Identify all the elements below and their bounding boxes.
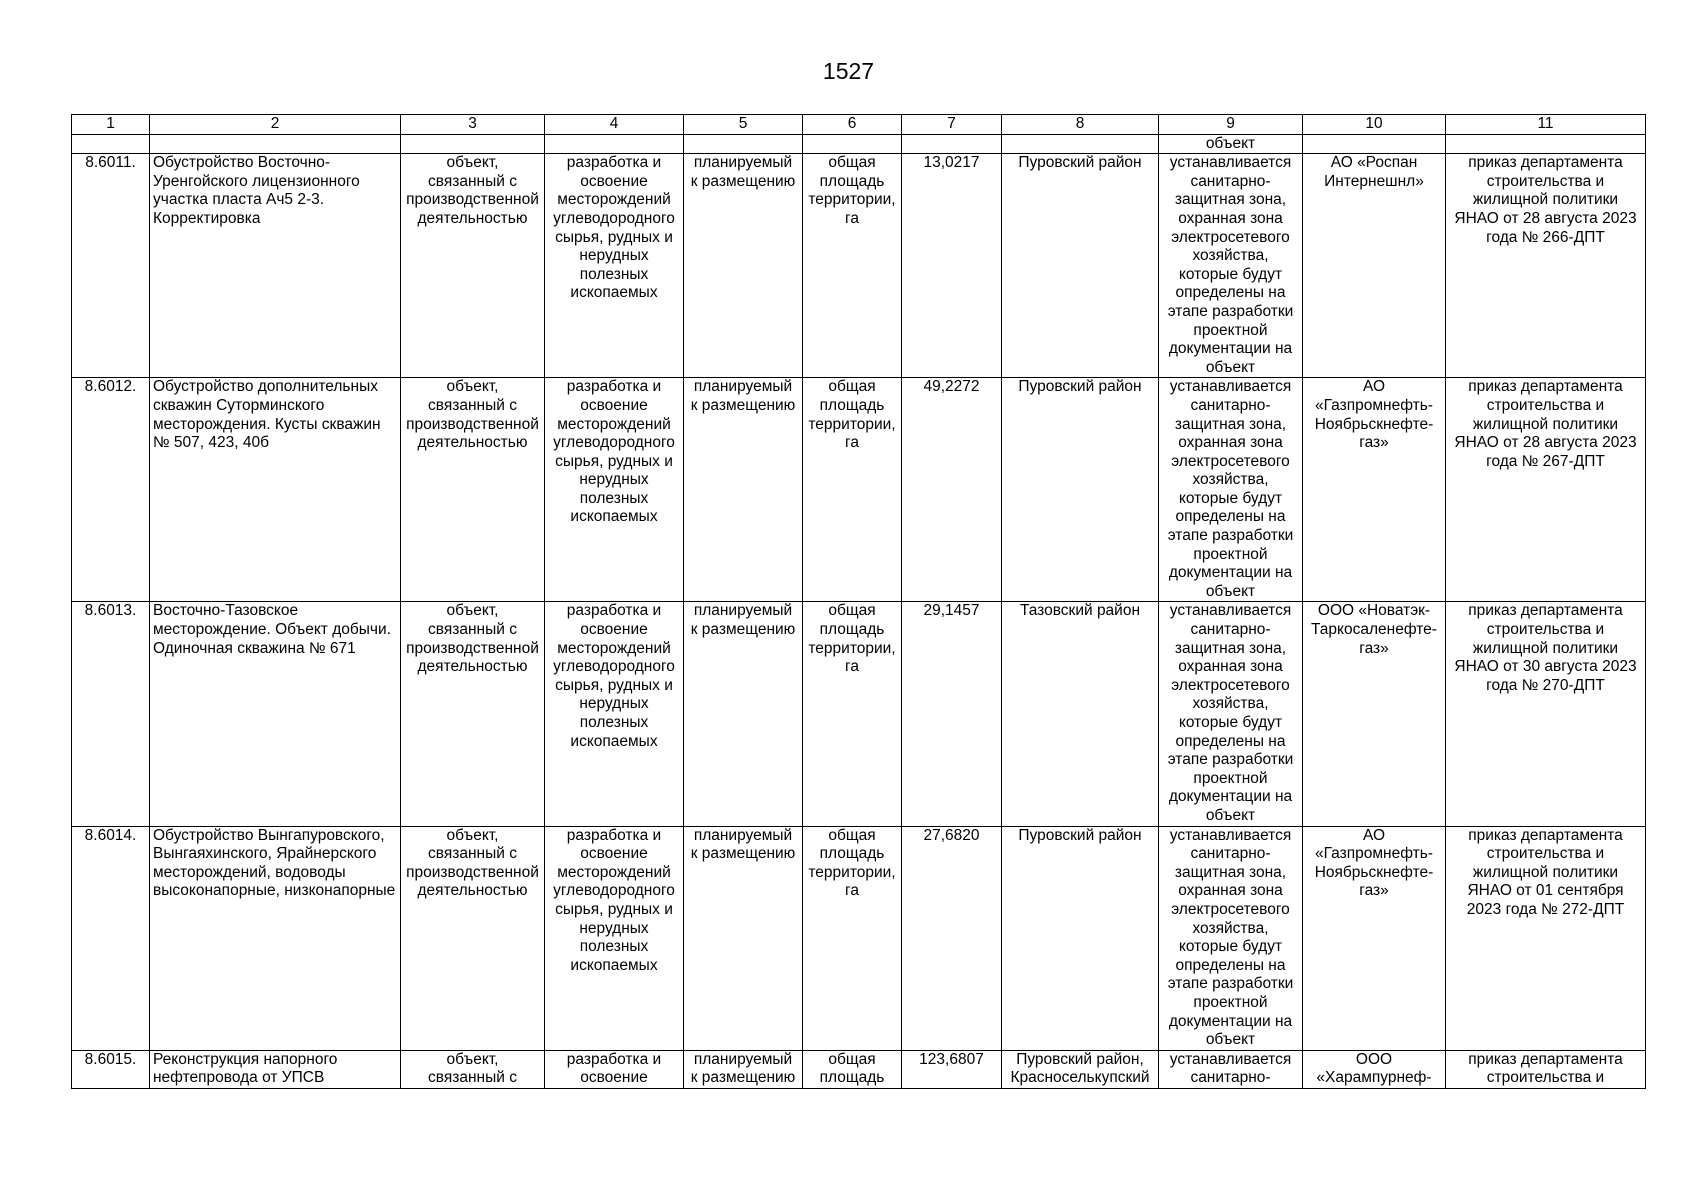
object-owner: ООО «Новатэк- Таркосаленефте- газ» <box>1303 602 1446 826</box>
row-number: 8.6013. <box>72 602 150 826</box>
table-cell <box>803 134 902 154</box>
table-cell <box>902 134 1002 154</box>
object-purpose: разработка и освоение месторождений углеводородного сырья, рудных и нерудных полезных ископаемых <box>545 378 684 602</box>
object-status: планируемый к размещению <box>684 154 803 378</box>
object-characteristic: общая площадь территории, га <box>803 602 902 826</box>
row-number: 8.6014. <box>72 826 150 1050</box>
object-location: Пуровский район <box>1002 154 1159 378</box>
object-type: объект, связанный с производственной деятельностью <box>401 826 545 1050</box>
table-cell <box>401 134 545 154</box>
object-owner: АО «Роспан Интернешнл» <box>1303 154 1446 378</box>
table-cell <box>1446 134 1646 154</box>
continuation-row <box>72 134 1646 154</box>
table-body <box>72 115 1646 1089</box>
page-number: 1527 <box>822 58 875 84</box>
column-number: 5 <box>684 115 803 135</box>
object-document: приказ департамента строительства и жилищной политики ЯНАО от 30 августа 2023 года № 270-ДПТ <box>1446 602 1646 826</box>
object-type: объект, связанный с <box>401 1050 545 1088</box>
object-location: Пуровский район <box>1002 826 1159 1050</box>
object-characteristic: общая площадь территории, га <box>803 378 902 602</box>
object-location: Пуровский район <box>1002 378 1159 602</box>
object-purpose: разработка и освоение месторождений углеводородного сырья, рудных и нерудных полезных ископаемых <box>545 602 684 826</box>
object-name: Обустройство Вынгапуровского, Вынгаяхинского, Ярайнерского месторождений, водоводы высоконапорные, низконапорные <box>150 826 401 1050</box>
object-owner: АО «Газпромнефть- Ноябрьскнефте- газ» <box>1303 826 1446 1050</box>
object-purpose: разработка и освоение месторождений углеводородного сырья, рудных и нерудных полезных ископаемых <box>545 154 684 378</box>
object-zone: устанавливается санитарно- защитная зона, охранная зона электросетевого хозяйства, которые будут определены на этапе разработки проектной документации на объект <box>1159 378 1303 602</box>
object-value: 27,6820 <box>902 826 1002 1050</box>
object-characteristic: общая площадь территории, га <box>803 826 902 1050</box>
row-number: 8.6012. <box>72 378 150 602</box>
object-name: Восточно-Тазовское месторождение. Объект добычи. Одиночная скважина № 671 <box>150 602 401 826</box>
table-cell <box>684 134 803 154</box>
row-number: 8.6015. <box>72 1050 150 1088</box>
object-zone: устанавливается санитарно- защитная зона, охранная зона электросетевого хозяйства, которые будут определены на этапе разработки проектной документации на объект <box>1159 154 1303 378</box>
table-cell <box>1303 134 1446 154</box>
column-number: 9 <box>1159 115 1303 135</box>
object-characteristic: общая площадь территории, га <box>803 154 902 378</box>
object-document: приказ департамента строительства и жилищной политики ЯНАО от 01 сентября 2023 года № 272-ДПТ <box>1446 826 1646 1050</box>
object-value: 13,0217 <box>902 154 1002 378</box>
object-type: объект, связанный с производственной деятельностью <box>401 378 545 602</box>
table-cell <box>545 134 684 154</box>
object-value: 49,2272 <box>902 378 1002 602</box>
object-zone: устанавливается санитарно- защитная зона, охранная зона электросетевого хозяйства, которые будут определены на этапе разработки проектной документации на объект <box>1159 602 1303 826</box>
table-cell <box>150 134 401 154</box>
table-row <box>72 826 1646 1050</box>
object-purpose: разработка и освоение месторождений углеводородного сырья, рудных и нерудных полезных ископаемых <box>545 826 684 1050</box>
object-owner: АО «Газпромнефть- Ноябрьскнефте- газ» <box>1303 378 1446 602</box>
object-characteristic: общая площадь <box>803 1050 902 1088</box>
column-number: 2 <box>150 115 401 135</box>
object-status: планируемый к размещению <box>684 1050 803 1088</box>
table-cell <box>1002 134 1159 154</box>
table-row <box>72 1050 1646 1088</box>
table-cell <box>72 134 150 154</box>
object-value: 29,1457 <box>902 602 1002 826</box>
column-number: 8 <box>1002 115 1159 135</box>
column-number: 10 <box>1303 115 1446 135</box>
object-type: объект, связанный с производственной деятельностью <box>401 154 545 378</box>
column-number: 1 <box>72 115 150 135</box>
object-document: приказ департамента строительства и <box>1446 1050 1646 1088</box>
object-location: Пуровский район, Красноселькупский <box>1002 1050 1159 1088</box>
table-cell: объект <box>1159 134 1303 154</box>
registry-table <box>71 114 1646 1089</box>
object-type: объект, связанный с производственной деятельностью <box>401 602 545 826</box>
object-status: планируемый к размещению <box>684 378 803 602</box>
object-document: приказ департамента строительства и жилищной политики ЯНАО от 28 августа 2023 года № 266-ДПТ <box>1446 154 1646 378</box>
object-zone: устанавливается санитарно- защитная зона, охранная зона электросетевого хозяйства, которые будут определены на этапе разработки проектной документации на объект <box>1159 826 1303 1050</box>
column-number-row <box>72 115 1646 135</box>
object-purpose: разработка и освоение <box>545 1050 684 1088</box>
table-row <box>72 154 1646 378</box>
column-number: 3 <box>401 115 545 135</box>
object-name: Реконструкция напорного нефтепровода от УПСВ <box>150 1050 401 1088</box>
object-name: Обустройство Восточно-Уренгойского лицензионного участка пласта Ач5 2-3. Корректировка <box>150 154 401 378</box>
column-number: 6 <box>803 115 902 135</box>
column-number: 11 <box>1446 115 1646 135</box>
object-zone: устанавливается санитарно- <box>1159 1050 1303 1088</box>
table-row <box>72 378 1646 602</box>
row-number: 8.6011. <box>72 154 150 378</box>
object-status: планируемый к размещению <box>684 826 803 1050</box>
object-document: приказ департамента строительства и жилищной политики ЯНАО от 28 августа 2023 года № 267-ДПТ <box>1446 378 1646 602</box>
object-location: Тазовский район <box>1002 602 1159 826</box>
object-name: Обустройство дополнительных скважин Суторминского месторождения. Кусты скважин № 507, 423, 40б <box>150 378 401 602</box>
table-row <box>72 602 1646 826</box>
object-owner: ООО «Харампурнеф- <box>1303 1050 1446 1088</box>
column-number: 4 <box>545 115 684 135</box>
column-number: 7 <box>902 115 1002 135</box>
object-value: 123,6807 <box>902 1050 1002 1088</box>
object-status: планируемый к размещению <box>684 602 803 826</box>
